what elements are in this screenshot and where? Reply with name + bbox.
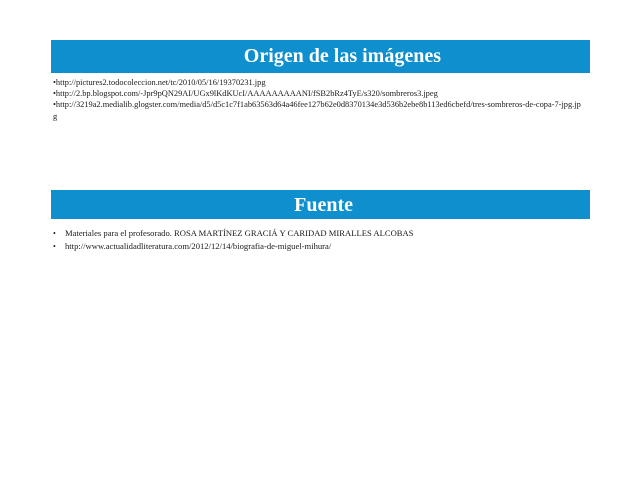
source-link[interactable]: http://www.actualidadliteratura.com/2012/12/14/biografia-de-miguel-mihura/ (65, 241, 332, 251)
image-source-item (53, 88, 583, 99)
source-section-title: Fuente (294, 194, 353, 216)
source-list (53, 227, 583, 253)
source-list-item (53, 227, 583, 240)
source-list-item (53, 240, 583, 253)
image-sources-list (53, 77, 583, 122)
images-section-header (51, 40, 590, 73)
source-text: Materiales para el profesorado. ROSA MARTÍNEZ GRACIÁ Y CARIDAD MIRALLES ALCOBAS (65, 228, 414, 238)
image-source-item (53, 99, 583, 121)
image-source-url: •http://2.bp.blogspot.com/-Jpr9pQN29AI/UGx9lKdKUcI/AAAAAAAAANI/fSB2bRz4TyE/s320/sombreros3.jpeg (53, 89, 438, 99)
bullet-icon: • (53, 242, 56, 251)
image-source-item (53, 77, 583, 88)
source-section-header (51, 190, 590, 219)
image-source-url: •http://3219a2.medialib.glogster.com/media/d5/d5c1c7f1ab63563d64a46fee127b62e0d8370134e3d536b2ebe8b113ed6cbefd/tres-sombreros-de-copa-7-jpg.jpg (53, 100, 581, 121)
image-source-url: •http://pictures2.todocoleccion.net/tc/2010/05/16/19370231.jpg (53, 78, 266, 87)
bullet-icon: • (53, 229, 56, 238)
images-section-title: Origen de las imágenes (243, 45, 441, 67)
